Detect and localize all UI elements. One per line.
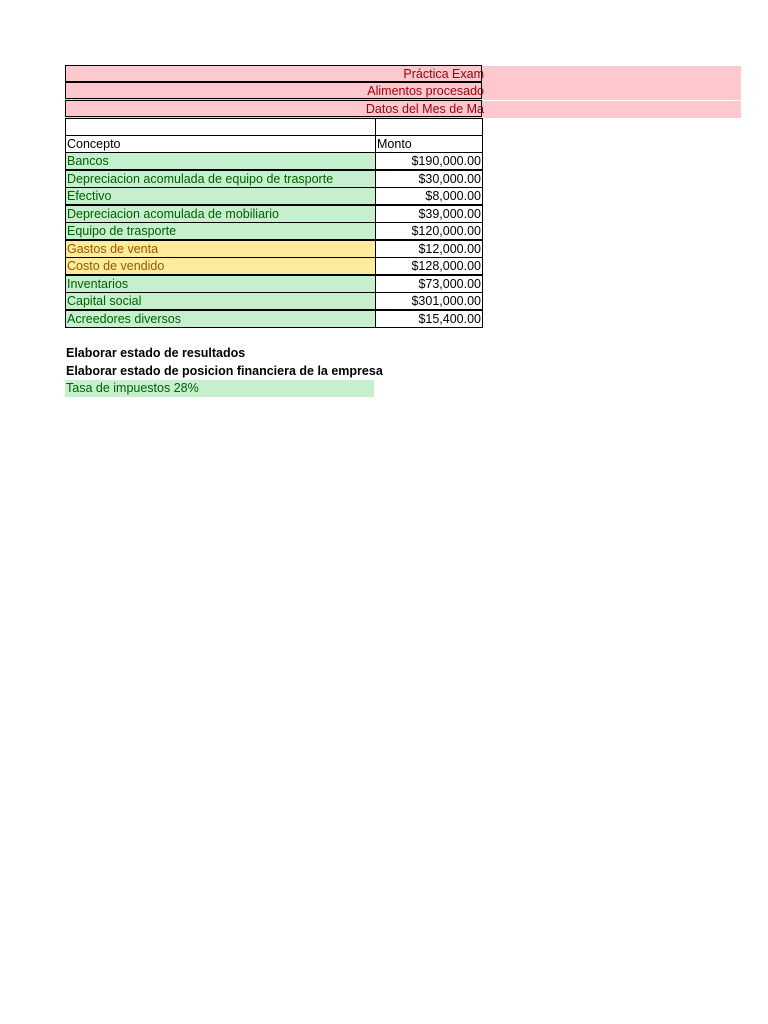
concept-cell[interactable]: Inventarios (65, 275, 376, 293)
amount-cell[interactable]: $73,000.00 (375, 275, 483, 293)
concept-cell[interactable]: Depreciacion acomulada de mobiliario (65, 205, 376, 223)
amount-cell[interactable]: $8,000.00 (375, 187, 483, 205)
concept-cell[interactable]: Gastos de venta (65, 240, 376, 258)
amount-cell[interactable]: $12,000.00 (375, 240, 483, 258)
tax-rate-cell[interactable]: Tasa de impuestos 28% (65, 380, 374, 397)
concept-cell[interactable]: Efectivo (65, 187, 376, 205)
header-period-band[interactable] (65, 101, 741, 118)
header-title: Práctica Exam (403, 67, 484, 81)
instruction-balance-sheet[interactable]: Elaborar estado de posicion financiera de la empresa (66, 364, 383, 378)
amount-cell[interactable]: $190,000.00 (375, 152, 483, 170)
amount-cell[interactable]: $128,000.00 (375, 257, 483, 275)
concept-cell[interactable]: Costo de vendido (65, 257, 376, 275)
column-header-amount[interactable]: Monto (375, 135, 483, 153)
amount-cell[interactable]: $30,000.00 (375, 170, 483, 188)
amount-cell[interactable]: $301,000.00 (375, 292, 483, 310)
header-title-band[interactable] (65, 66, 741, 83)
concept-cell[interactable]: Bancos (65, 152, 376, 170)
header-company: Alimentos procesado (367, 84, 484, 98)
concept-cell[interactable]: Capital social (65, 292, 376, 310)
instruction-income-statement[interactable]: Elaborar estado de resultados (66, 346, 246, 360)
amount-cell[interactable]: $15,400.00 (375, 310, 483, 328)
header-company-band[interactable] (65, 83, 741, 100)
concept-cell[interactable]: Equipo de trasporte (65, 222, 376, 240)
empty-cell[interactable] (65, 118, 376, 136)
header-period: Datos del Mes de Ma (365, 102, 484, 116)
amount-cell[interactable]: $39,000.00 (375, 205, 483, 223)
empty-cell[interactable] (375, 118, 483, 136)
column-header-concept[interactable]: Concepto (65, 135, 376, 153)
amount-cell[interactable]: $120,000.00 (375, 222, 483, 240)
concept-cell[interactable]: Acreedores diversos (65, 310, 376, 328)
concept-cell[interactable]: Depreciacion acomulada de equipo de trasporte (65, 170, 376, 188)
